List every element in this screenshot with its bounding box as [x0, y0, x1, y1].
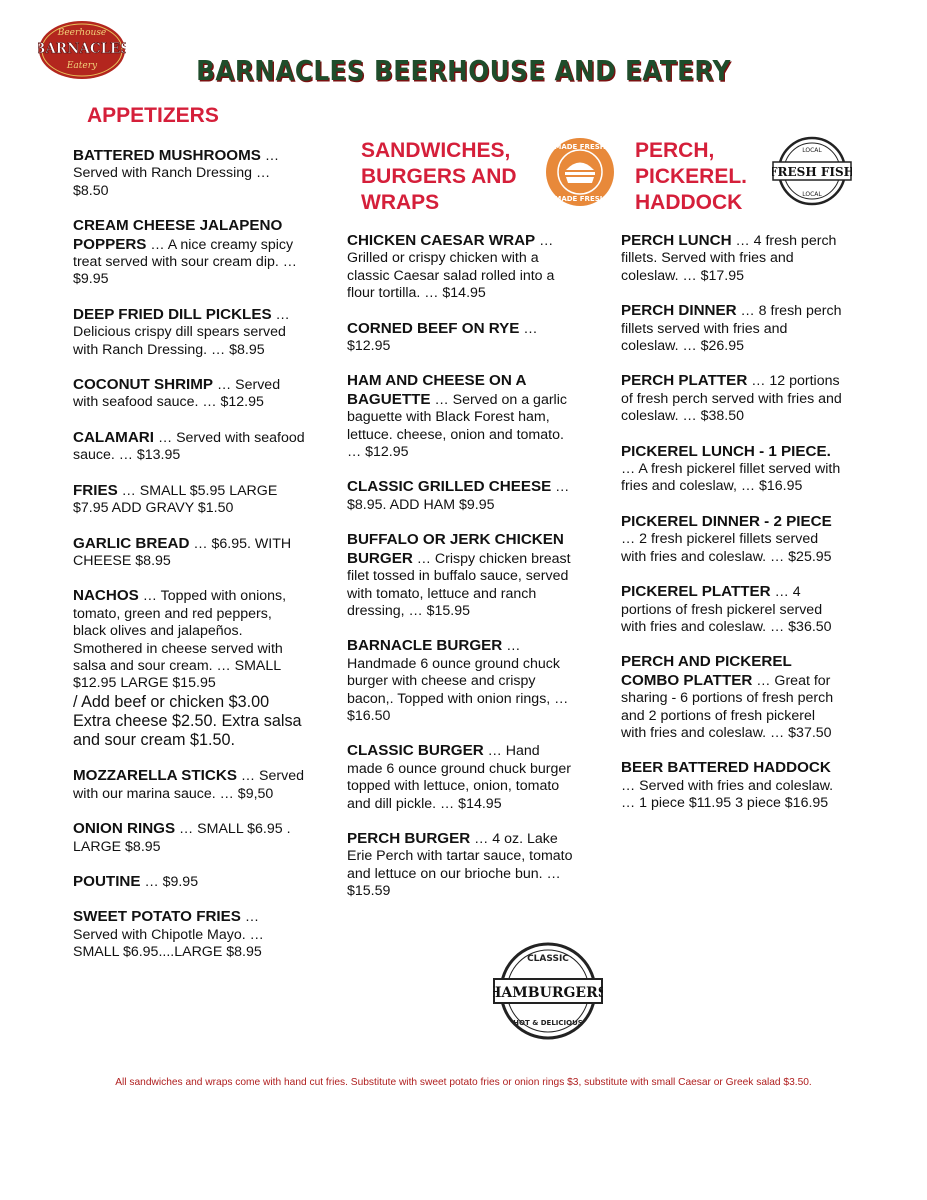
item-name: PICKEREL DINNER - 2 PIECE	[621, 512, 832, 530]
item-name: PERCH LUNCH	[621, 232, 732, 249]
item-name: BEER BATTERED HADDOCK	[621, 759, 831, 777]
item-description: … Served with fries and coleslaw. … 1 piece $11.95 3 piece $16.95	[621, 777, 834, 812]
menu-item	[621, 443, 843, 496]
made-fresh-badge	[545, 137, 615, 207]
item-description: … Served with seafood sauce. … $12.95	[73, 377, 281, 411]
sandwiches-column	[347, 232, 575, 918]
item-description: … 4 fresh perch fillets. Served with fries and coleslaw. … $17.95	[621, 233, 837, 284]
svg-text:FRESH FISH: FRESH FISH	[772, 165, 852, 179]
item-description: … Grilled or crispy chicken with a classic Caesar salad rolled into a flour tortilla. … $14.95	[347, 233, 555, 302]
item-description: … A nice creamy spicy treat served with sour cream dip. … $9.95	[73, 236, 297, 288]
item-name: BUFFALO OR JERK CHICKEN BURGER	[347, 531, 564, 567]
menu-item	[347, 830, 575, 901]
appetizers-column	[73, 147, 305, 979]
menu-item	[73, 908, 305, 961]
menu-item	[73, 482, 305, 518]
item-description: … 8 fresh perch fillets served with fries and coleslaw. … $26.95	[621, 303, 842, 355]
item-name: COCONUT SHRIMP	[73, 376, 214, 394]
svg-text:HOT & DELICIOUS: HOT & DELICIOUS	[513, 1019, 583, 1027]
menu-item	[73, 429, 305, 465]
menu-item	[621, 513, 843, 566]
menu-item	[73, 147, 305, 200]
svg-text:HAMBURGERS: HAMBURGERS	[493, 985, 603, 1001]
item-name: BATTERED MUSHROOMS	[73, 147, 261, 164]
item-name: BARNACLE BURGER	[347, 637, 503, 655]
menu-item	[73, 767, 305, 803]
menu-item	[73, 217, 305, 289]
item-name: MOZZARELLA STICKS	[73, 767, 237, 785]
item-name: PERCH DINNER	[621, 302, 737, 320]
item-description: … SMALL $6.95 . LARGE $8.95	[73, 821, 291, 855]
footer-note: All sandwiches and wraps come with hand cut fries. Substitute with sweet potato fries or onion rings $3, substitute with small Caesar or Greek salad $3.50.	[115, 1077, 812, 1088]
item-description: … Served with our marina sauce. … $9,50	[73, 768, 304, 802]
item-name: HAM AND CHEESE ON A BAGUETTE	[347, 372, 526, 408]
menu-item	[347, 637, 575, 725]
svg-text:LOCAL: LOCAL	[802, 191, 822, 198]
menu-item	[73, 587, 305, 750]
item-name: POUTINE	[73, 872, 141, 890]
item-description: … Served on a garlic baguette with Black Forest ham, lettuce. cheese, onion and tomato. … $12.95	[347, 391, 567, 461]
menu-item	[621, 653, 843, 742]
menu-item	[347, 478, 575, 514]
item-name: PICKEREL PLATTER	[621, 583, 771, 601]
fresh-fish-badge	[772, 136, 852, 206]
item-description: … Served with seafood sauce. … $13.95	[73, 429, 305, 464]
svg-text:LOCAL: LOCAL	[802, 147, 822, 154]
menu-item	[621, 583, 843, 636]
item-description: … A fresh pickerel fillet served with fries and coleslaw, … $16.95	[621, 461, 841, 495]
menu-item	[73, 306, 305, 359]
item-description: … Served with Ranch Dressing … $8.50	[73, 148, 280, 199]
item-name: GARLIC BREAD	[73, 534, 190, 552]
menu-item	[73, 535, 305, 571]
menu-item	[73, 873, 305, 891]
item-name: DEEP FRIED DILL PICKLES	[73, 305, 272, 323]
item-description: … 4 oz. Lake Erie Perch with tartar sauce, tomato and lettuce on our brioche bun. … $15.59	[347, 830, 573, 900]
svg-text:Eatery: Eatery	[66, 61, 98, 71]
item-description: … $9.95	[140, 873, 199, 890]
item-description: … SMALL $5.95 LARGE $7.95 ADD GRAVY $1.50	[73, 482, 278, 517]
item-extra-note: / Add beef or chicken $3.00 Extra cheese $2.50. Extra salsa and sour cream $1.50.	[73, 692, 302, 750]
menu-item	[347, 320, 575, 356]
item-name: PERCH PLATTER	[621, 372, 748, 390]
item-description: … 4 portions of fresh pickerel served with fries and coleslaw. … $36.50	[621, 584, 832, 635]
item-name: FRIES	[73, 481, 118, 499]
item-description: … $8.95. ADD HAM $9.95	[347, 479, 570, 513]
item-name: CLASSIC GRILLED CHEESE	[347, 478, 552, 496]
svg-text:MADE FRESH: MADE FRESH	[554, 143, 606, 151]
item-name: NACHOS	[73, 587, 139, 605]
svg-text:CLASSIC: CLASSIC	[527, 954, 569, 964]
menu-item	[621, 302, 843, 355]
menu-item	[621, 759, 843, 812]
section-title-perch: PERCH, PICKEREL. HADDOCK	[635, 139, 748, 214]
menu-item	[73, 820, 305, 856]
svg-text:MADE FRESH: MADE FRESH	[554, 195, 606, 203]
menu-item	[347, 531, 575, 620]
menu-item	[621, 232, 843, 285]
item-name: CLASSIC BURGER	[347, 742, 484, 760]
item-description: … $12.95	[347, 320, 538, 355]
item-description: … Served with Chipotle Mayo. … SMALL $6.95....LARGE $8.95	[73, 909, 264, 961]
svg-text:Beerhouse: Beerhouse	[57, 28, 107, 38]
menu-item	[73, 376, 305, 412]
menu-item	[621, 372, 843, 425]
item-name: PERCH AND PICKEREL COMBO PLATTER	[621, 653, 792, 689]
section-title-appetizers: APPETIZERS	[87, 104, 219, 127]
item-name: CREAM CHEESE JALAPENO POPPERS	[73, 217, 283, 253]
perch-column	[621, 232, 843, 830]
item-description: … Hand made 6 ounce ground chuck burger topped with lettuce, onion, tomato and dill pickle. … $14.95	[347, 743, 571, 812]
item-name: PICKEREL LUNCH - 1 PIECE.	[621, 442, 831, 460]
svg-text:BARNACLES: BARNACLES	[38, 41, 126, 57]
item-description: … Delicious crispy dill spears served with Ranch Dressing. … $8.95	[73, 306, 290, 358]
item-name: PERCH BURGER	[347, 829, 471, 847]
page-title: BARNACLES BEERHOUSE AND EATERY	[196, 54, 731, 87]
item-description: … 2 fresh pickerel fillets served with fries and coleslaw. … $25.95	[621, 531, 832, 565]
item-description: … Topped with onions, tomato, green and red peppers, black olives and jalapeños. Smothered in cheese served with salsa and sour cream. … SMALL $12.95 LARGE $15.95	[73, 588, 287, 692]
item-name: SWEET POTATO FRIES	[73, 908, 241, 926]
menu-item	[347, 232, 575, 303]
item-name: ONION RINGS	[73, 820, 176, 838]
menu-item	[347, 742, 575, 813]
item-name: CHICKEN CAESAR WRAP	[347, 232, 536, 249]
section-title-sandwiches: SANDWICHES, BURGERS AND WRAPS	[361, 139, 517, 214]
item-description: … 12 portions of fresh perch served with fries and coleslaw. … $38.50	[621, 373, 842, 425]
item-description: … Handmade 6 ounce ground chuck burger with cheese and crispy bacon,. Topped with onion rings, … $16.50	[347, 638, 569, 724]
classic-hamburgers-badge	[493, 941, 603, 1041]
item-description: … $6.95. WITH CHEESE $8.95	[73, 535, 292, 569]
item-description: … Crispy chicken breast filet tossed in buffalo sauce, served with tomato, lettuce and ranch dressing, … $15.95	[347, 550, 571, 619]
item-name: CORNED BEEF ON RYE	[347, 319, 520, 337]
item-name: CALAMARI	[73, 428, 154, 446]
item-description: … Great for sharing - 6 portions of fresh perch and 2 portions of fresh pickerel with fries and coleslaw. … $37.50	[621, 672, 834, 741]
menu-item	[347, 372, 575, 461]
